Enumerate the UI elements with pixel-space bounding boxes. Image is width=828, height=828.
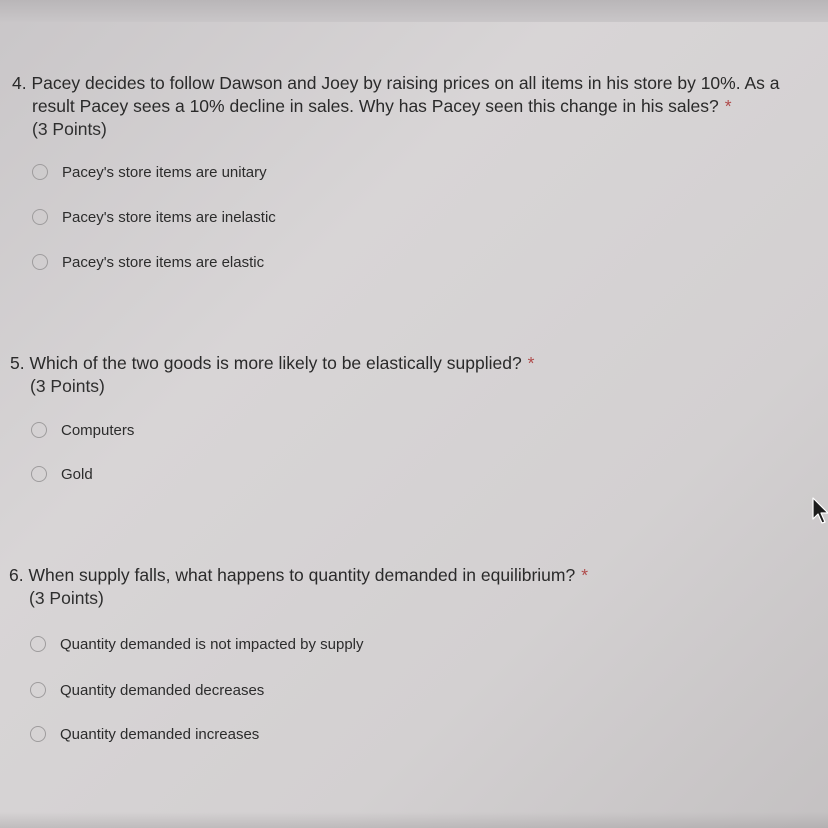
- question-4-option-elastic[interactable]: [32, 250, 264, 274]
- question-5-points: (3 Points): [30, 376, 105, 396]
- question-6-option-decreases[interactable]: [30, 678, 264, 702]
- question-4-option-inelastic[interactable]: [32, 205, 276, 229]
- option-label: Quantity demanded decreases: [60, 681, 265, 699]
- option-label: Quantity demanded is not impacted by supply: [60, 635, 364, 653]
- question-6-option-not-impacted[interactable]: [30, 632, 364, 656]
- required-asterisk: *: [581, 565, 589, 585]
- question-6-text-line-1: When supply falls, what happens to quantity demanded in equilibrium?: [28, 565, 576, 585]
- question-5-number: 5.: [10, 353, 25, 373]
- question-4-text-line-2: result Pacey sees a 10% decline in sales. Why has Pacey seen this change in his sales?: [32, 96, 719, 116]
- radio-button-icon[interactable]: [32, 254, 48, 270]
- question-5-option-computers[interactable]: [31, 418, 134, 442]
- question-4-option-unitary[interactable]: [32, 160, 267, 184]
- radio-button-icon[interactable]: [30, 682, 46, 698]
- radio-button-icon[interactable]: [32, 209, 48, 225]
- option-label: Pacey's store items are elastic: [62, 253, 265, 271]
- option-label: Gold: [61, 465, 93, 483]
- radio-button-icon[interactable]: [32, 164, 48, 180]
- radio-button-icon[interactable]: [30, 636, 46, 652]
- question-6-points: (3 Points): [29, 588, 104, 608]
- question-5-prompt: [10, 352, 534, 398]
- question-6-prompt: [9, 564, 588, 610]
- required-asterisk: *: [724, 96, 732, 116]
- option-label: Pacey's store items are inelastic: [62, 208, 276, 226]
- mouse-pointer-icon: [812, 497, 828, 525]
- question-4-points: (3 Points): [32, 119, 107, 139]
- radio-button-icon[interactable]: [31, 422, 47, 438]
- option-label: Quantity demanded increases: [60, 725, 260, 743]
- top-edge-shadow: [0, 0, 828, 22]
- option-label: Pacey's store items are unitary: [62, 163, 267, 181]
- question-5-option-gold[interactable]: [31, 462, 93, 486]
- radio-button-icon[interactable]: [31, 466, 47, 482]
- question-6-number: 6.: [9, 565, 24, 585]
- question-4-prompt: [12, 72, 780, 141]
- question-4-number: 4.: [12, 73, 27, 93]
- question-5-text-line-1: Which of the two goods is more likely to be elastically supplied?: [29, 353, 522, 373]
- bottom-edge-shadow: [0, 812, 828, 828]
- question-6-option-increases[interactable]: [30, 722, 259, 746]
- question-4-text-line-1: Pacey decides to follow Dawson and Joey by raising prices on all items in his store by 10%. As a: [31, 73, 780, 93]
- option-label: Computers: [61, 421, 135, 439]
- radio-button-icon[interactable]: [30, 726, 46, 742]
- required-asterisk: *: [527, 353, 535, 373]
